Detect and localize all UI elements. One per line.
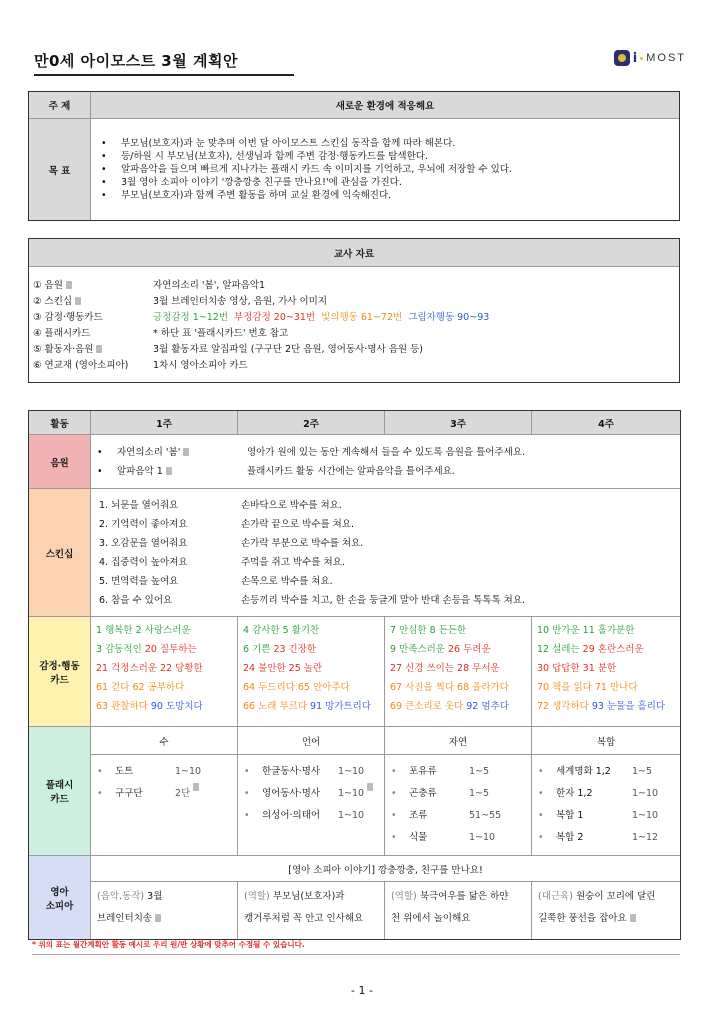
skinship-row	[99, 515, 672, 534]
music-desc: 플래시카드 활동 시간에는 알파음악을 틀어주세요.	[247, 465, 455, 477]
skinship-row	[99, 496, 672, 515]
action-word: 90 도망치다	[150, 701, 203, 712]
emotion-week2	[238, 617, 385, 727]
emotion-card-label	[29, 617, 91, 727]
music-cell	[91, 435, 681, 489]
col-header-week2: 2주	[238, 411, 385, 435]
sophia-week2: (역할) 부모님(보호자)과 캥거루처럼 꼭 안고 인사해요	[238, 882, 385, 940]
action-word: 72 생각하다	[537, 701, 589, 712]
flash-item: • 도트 1~10	[97, 766, 202, 777]
emotion-week4	[532, 617, 681, 727]
resource-row	[33, 342, 675, 358]
col-header-week4: 4주	[532, 411, 681, 435]
light-action-range: 빛의행동 61~72번	[321, 311, 403, 323]
action-word: 62 공부하다	[132, 682, 185, 693]
resource-value: 1차시 영아소피아 카드	[153, 359, 248, 371]
flash-col-compound	[532, 755, 681, 856]
music-key: 알파음악 1	[117, 465, 163, 477]
action-word: 68 올라가다	[457, 682, 509, 693]
emotion-word: 22 당황한	[160, 663, 203, 674]
flash-item: • 곤충류 1~5	[391, 788, 490, 799]
goal-item: • 부모님(보호자)과 함께 주변 활동을 하며 교실 환경에 익숙해진다.	[101, 189, 669, 202]
negative-emotion-range: 부정감정 20~31번	[234, 311, 316, 323]
resource-row	[33, 278, 675, 294]
shadow-action-range: 그림자행동 90~93	[408, 311, 490, 323]
resource-value: 3월 활동자료 알집파일 (구구단 2단 음원, 영어동사·명사 음원 등)	[153, 343, 423, 355]
page-title: 만0세 아이모스트 3월 계획안	[34, 52, 238, 70]
resources-title: 교사 자료	[29, 239, 680, 267]
flash-item: • 조류 51~55	[391, 810, 502, 821]
file-icon	[183, 448, 189, 456]
file-icon	[155, 914, 161, 922]
flash-label-line1: 플래시	[45, 780, 74, 791]
emotion-label-line1: 감정·행동	[39, 660, 80, 672]
action-word: 70 책을 읽다	[537, 682, 592, 693]
logo-dot-icon	[640, 57, 643, 60]
goal-list	[91, 131, 679, 208]
plan-table	[28, 91, 680, 221]
emotion-word: 31 분한	[582, 663, 617, 674]
col-header-activity: 활동	[29, 411, 91, 435]
emotion-word: 2 사랑스러운	[135, 625, 191, 636]
logo-i: i	[632, 50, 638, 66]
action-word: 65 안아주다	[297, 682, 350, 693]
flash-label-line2: 카드	[50, 794, 69, 805]
sophia-label	[29, 856, 91, 940]
emotion-word: 4 감사한	[243, 625, 280, 636]
music-row: • 알파음악 1 플래시카드 활동 시간에는 알파음악을 틀어주세요.	[97, 462, 674, 481]
skinship-desc: 손바닥으로 박수를 쳐요.	[241, 499, 342, 511]
emotion-word: 27 신경 쓰이는	[390, 663, 455, 674]
music-label: 음원	[29, 435, 91, 489]
emotion-word: 24 불안한	[243, 663, 286, 674]
action-word: 91 망가트리다	[310, 701, 372, 712]
flash-item: • 복합 1 1~10	[538, 810, 659, 821]
emotion-word: 6 기쁜	[243, 644, 271, 655]
sophia-story-title: [영아 소피아 이야기] 깡충깡충, 친구를 만나요!	[91, 856, 681, 882]
goal-item: • 알파음악을 들으며 빠르게 지나가는 플래시 카드 속 이미지를 기억하고, 우뇌에 저장할 수 있다.	[101, 163, 669, 176]
skinship-desc: 주먹을 쥐고 박수를 쳐요.	[241, 556, 345, 568]
goal-item: • 등/하원 시 부모님(보호자), 선생님과 함께 주변 감정·행동카드를 탐색한다.	[101, 150, 669, 163]
emotion-word: 29 혼란스러운	[582, 644, 644, 655]
music-key: 자연의소리 '봄'	[117, 446, 181, 458]
action-word: 66 노래 부르다	[243, 701, 308, 712]
emotion-word: 26 두려운	[447, 644, 491, 655]
emotion-word: 5 활기찬	[282, 625, 320, 636]
skinship-desc: 손등끼리 박수를 치고, 한 손을 둥글게 말아 반대 손등을 톡톡톡 쳐요.	[241, 594, 526, 606]
action-word: 67 사진을 찍다	[390, 682, 455, 693]
resource-value: * 하단 표 '플래시카드' 번호 참고	[153, 327, 289, 339]
resource-value: 자연의소리 '봄', 알파음악1	[153, 279, 266, 291]
file-icon	[367, 783, 373, 791]
skinship-row	[99, 534, 672, 553]
sophia-week4: (대근육) 원숭이 꼬리에 달린 길쭉한 풍선을 잡아요	[532, 882, 681, 940]
emotion-word: 25 놀란	[288, 663, 323, 674]
resource-row	[33, 326, 675, 342]
flash-item: • 영어동사·명사 1~10	[244, 783, 378, 805]
resource-key: ① 음원	[33, 279, 63, 291]
page-header	[34, 48, 686, 78]
flashcard-label	[29, 727, 91, 856]
file-icon	[75, 297, 81, 305]
theme-label: 주 제	[29, 92, 91, 119]
emotion-word: 11 홀가분한	[582, 625, 635, 636]
action-word: 63 관찰하다	[96, 701, 148, 712]
skinship-row	[99, 572, 672, 591]
goal-item: • 3월 영아 소피아 이야기 '깡충깡충 친구를 만나요!'에 관심을 가진다.	[101, 176, 669, 189]
flash-item: • 구구단 2단	[97, 783, 231, 805]
flash-item: • 의성어·의태어 1~10	[244, 810, 365, 821]
emotion-word: 20 질투하는	[144, 644, 197, 655]
flash-header-compound: 복합	[532, 727, 681, 755]
goal-label: 목 표	[29, 119, 91, 221]
action-word: 69 큰소리로 웃다	[390, 701, 464, 712]
skinship-step: 4. 집중력이 높아져요	[99, 556, 188, 568]
sophia-label-line1: 영아	[50, 886, 69, 898]
emotion-word: 9 만족스러운	[390, 644, 445, 655]
resource-row	[33, 294, 675, 310]
sophia-week3: (역할) 북극여우를 닮은 하얀 천 위에서 놀이해요	[385, 882, 532, 940]
logo-badge-icon	[614, 50, 630, 66]
resource-key: ⑥ 연교재 (영아소피아)	[33, 359, 129, 371]
file-icon	[96, 345, 102, 353]
resource-key: ③ 감정·행동카드	[33, 311, 103, 323]
sophia-week1: (음악,동작) 3월 브레인터치송	[91, 882, 238, 940]
emotion-week1	[91, 617, 238, 727]
flash-item: • 포유류 1~5	[391, 766, 490, 777]
footnote: * 위의 표는 월간계획안 활동 예시로 우리 원/반 상황에 맞추어 수정될 수 있습니다.	[32, 940, 305, 949]
skinship-row	[99, 591, 672, 610]
resources-table	[28, 238, 680, 383]
flash-header-language: 언어	[238, 727, 385, 755]
col-header-week1: 1주	[91, 411, 238, 435]
theme-value: 새로운 환경에 적응해요	[91, 92, 680, 119]
page-number: - 1 -	[351, 984, 373, 997]
resources-cell	[29, 267, 680, 383]
flash-header-nature: 자연	[385, 727, 532, 755]
emotion-word: 23 긴장한	[273, 644, 317, 655]
skinship-row	[99, 553, 672, 572]
resource-value: 3월 브레인터치송 영상, 음원, 가사 이미지	[153, 295, 328, 307]
emotion-week3	[385, 617, 532, 727]
skinship-step: 5. 면역력을 높여요	[99, 575, 179, 587]
flash-item: • 식물 1~10	[391, 832, 496, 843]
skinship-desc: 손가락 끝으로 박수를 쳐요.	[241, 518, 355, 530]
music-row: • 자연의소리 '봄' 영아가 원에 있는 동안 계속해서 들을 수 있도록 음원을 틀어주세요.	[97, 443, 674, 462]
resource-row	[33, 358, 675, 374]
music-desc: 영아가 원에 있는 동안 계속해서 들을 수 있도록 음원을 틀어주세요.	[247, 446, 525, 458]
action-word: 64 두드리다	[243, 682, 295, 693]
goal-item: • 부모님(보호자)과 눈 맞추며 이번 달 아이모스트 스킨십 동작을 함께 따라 해본다.	[101, 137, 669, 150]
file-icon	[66, 281, 72, 289]
skinship-desc: 손가락 부분으로 박수를 쳐요.	[241, 537, 364, 549]
skinship-step: 2. 기억력이 좋아져요	[99, 518, 188, 530]
action-word: 61 걷다	[96, 682, 130, 693]
emotion-word: 8 든든한	[429, 625, 467, 636]
file-icon	[193, 783, 199, 791]
emotion-word: 3 감동적인	[96, 644, 142, 655]
positive-emotion-range: 긍정감정 1~12번	[153, 311, 228, 323]
schedule-table	[28, 410, 681, 940]
resource-key: ⑤ 활동자·음원	[33, 343, 94, 355]
emotion-word: 30 답답한	[537, 663, 580, 674]
col-header-week3: 3주	[385, 411, 532, 435]
flash-col-number	[91, 755, 238, 856]
logo-text: MOST	[646, 52, 686, 64]
emotion-label-line2: 카드	[50, 674, 69, 686]
goal-cell	[91, 119, 680, 221]
flash-item: • 한글동사·명사 1~10	[244, 766, 365, 777]
emotion-word: 10 반가운	[537, 625, 580, 636]
skinship-desc: 손목으로 박수를 쳐요.	[241, 575, 333, 587]
flash-item: • 한자 1,2 1~10	[538, 788, 659, 799]
emotion-word: 21 걱정스러운	[96, 663, 157, 674]
flash-item: • 복합 2 1~12	[538, 832, 659, 843]
resource-row	[33, 310, 675, 326]
skinship-step: 3. 오감문을 열어줘요	[99, 537, 188, 549]
resource-key: ④ 플래시카드	[33, 327, 91, 339]
emotion-word: 12 설레는	[537, 644, 580, 655]
action-word: 93 눈물을 흘리다	[591, 701, 666, 712]
emotion-word: 7 안심한	[390, 625, 427, 636]
resource-key: ② 스킨십	[33, 295, 73, 307]
flash-item: • 세계명화 1,2 1~5	[538, 766, 653, 777]
flash-col-nature	[385, 755, 532, 856]
action-word: 92 멈추다	[466, 701, 509, 712]
skinship-step: 1. 뇌문을 열어줘요	[99, 499, 179, 511]
skinship-cell	[91, 489, 681, 617]
action-word: 71 만나다	[594, 682, 638, 693]
file-icon	[630, 914, 636, 922]
file-icon	[166, 467, 172, 475]
flash-header-number: 수	[91, 727, 238, 755]
emotion-word: 28 무서운	[457, 663, 500, 674]
title-underline	[34, 74, 294, 76]
sophia-label-line2: 소피아	[45, 900, 74, 912]
flash-col-language	[238, 755, 385, 856]
footer-divider	[32, 954, 680, 955]
emotion-word: 1 행복한	[96, 625, 133, 636]
imost-logo	[614, 50, 686, 66]
skinship-label: 스킨십	[29, 489, 91, 617]
skinship-step: 6. 참을 수 있어요	[99, 594, 173, 606]
